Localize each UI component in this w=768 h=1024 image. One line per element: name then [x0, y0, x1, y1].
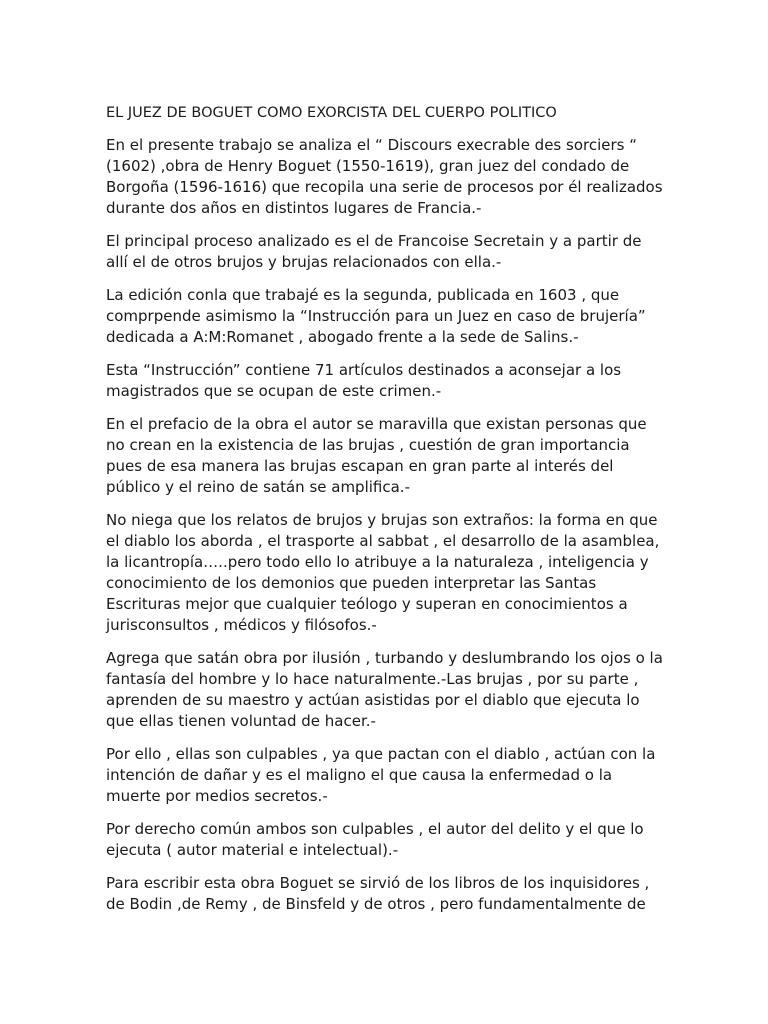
- paragraph: Agrega que satán obra por ilusión , turbando y deslumbrando los ojos o la fantasía del hombre y lo hace naturalmente.-Las brujas , por su parte , aprenden de su maestro y actúan asistidas por el diablo que ejecuta lo que ellas tienen voluntad de hacer.-: [106, 649, 663, 730]
- paragraph: Por derecho común ambos son culpables , el autor del delito y el que lo ejecuta ( autor material e intelectual).-: [106, 820, 644, 859]
- document-body: [106, 103, 666, 927]
- paragraph: En el presente trabajo se analiza el “ Discours execrable des sorciers “ (1602) ,obra de Henry Boguet (1550-1619), gran juez del condado de Borgoña (1596-1616) que recopila una serie de procesos por él realizados durante dos años en distintos lugares de Francia.-: [106, 136, 663, 217]
- document-title: EL JUEZ DE BOGUET COMO EXORCISTA DEL CUERPO POLITICO: [106, 105, 557, 121]
- paragraph: El principal proceso analizado es el de Francoise Secretain y a partir de allí el de otros brujos y brujas relacionados con ella.-: [106, 232, 642, 271]
- paragraph: Por ello , ellas son culpables , ya que pactan con el diablo , actúan con la intención de dañar y es el maligno el que causa la enfermedad o la muerte por medios secretos.-: [106, 745, 656, 805]
- paragraph: Para escribir esta obra Boguet se sirvió de los libros de los inquisidores , de Bodin ,de Remy , de Binsfeld y de otros , pero fundamentalmente de: [106, 874, 650, 913]
- paragraph: La edición conla que trabajé es la segunda, publicada en 1603 , que comprpende asimismo la “Instrucción para un Juez en caso de brujería” dedicada a A:M:Romanet , abogado frente a la sede de Salins.-: [106, 286, 646, 346]
- paragraph: Esta “Instrucción” contiene 71 artículos destinados a aconsejar a los magistrados que se ocupan de este crimen.-: [106, 361, 622, 400]
- paragraph: No niega que los relatos de brujos y brujas son extraños: la forma en que el diablo los aborda , el trasporte al sabbat , el desarrollo de la asamblea, la licantropía…..pero todo ello lo atribuye a la naturaleza , inteligencia y conocimiento de los demonios que pueden interpretar las Santas Escrituras mejor que cualquier teólogo y superan en conocimientos a jurisconsultos , médicos y filósofos.-: [106, 511, 660, 634]
- paragraph: En el prefacio de la obra el autor se maravilla que existan personas que no crean en la existencia de las brujas , cuestión de gran importancia pues de esa manera las brujas escapan en gran parte al interés del público y el reino de satán se amplifica.-: [106, 415, 647, 496]
